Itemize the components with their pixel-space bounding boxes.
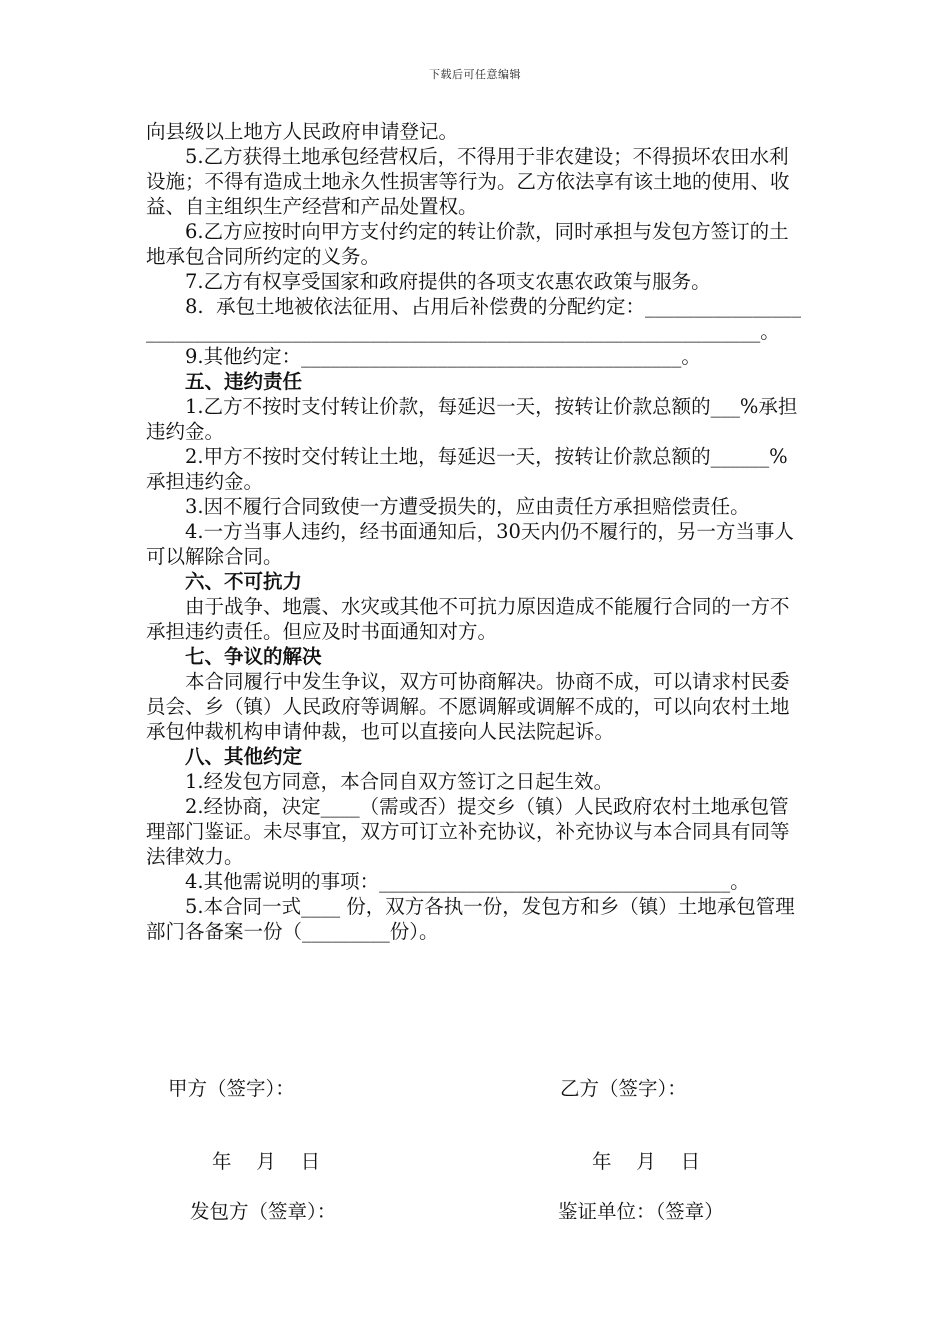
clause-7-1: 本合同履行中发生争议，双方可协商解决。协商不成，可以请求村民委员会、乡（镇）人民政府等调解。不愿调解或调解不成的，可以向农村土地承包仲裁机构申请仲裁，也可以直接向人民法院起诉。 <box>146 670 790 743</box>
clause-4-6: 6.乙方应按时向甲方支付约定的转让价款，同时承担与发包方签订的土地承包合同所约定的义务。 <box>146 220 789 268</box>
section-5-heading: 五、违约责任 <box>185 370 303 393</box>
clause-8-1: 1.经发包方同意，本合同自双方签订之日起生效。 <box>185 770 614 793</box>
contract-body <box>146 119 806 944</box>
certifier-seal: 鉴证单位：（签章） <box>558 1200 724 1223</box>
clause-8-5: 5.本合同一式____ 份，双方各执一份，发包方和乡（镇）土地承包管理部门各备案一份（_________份）。 <box>146 895 795 943</box>
clause-8-2: 2.经协商，决定____（需或否）提交乡（镇）人民政府农村土地承包管理部门鉴证。未尽事宜，双方可订立补充协议，补充协议与本合同具有同等法律效力。 <box>146 795 790 868</box>
clause-6-1: 由于战争、地震、水灾或其他不可抗力原因造成不能履行合同的一方不承担违约责任。但应及时书面通知对方。 <box>146 595 790 643</box>
party-b-date: 年 月 日 <box>592 1150 701 1173</box>
section-6-heading: 六、不可抗力 <box>185 570 303 593</box>
clause-5-3: 3.因不履行合同致使一方遭受损失的，应由责任方承担赔偿责任。 <box>185 495 750 518</box>
issuer-seal: 发包方（签章）： <box>190 1200 337 1223</box>
clause-4-8: 8. 承包土地被依法征用、占用后补偿费的分配约定：_______________________________________________________________________________。 <box>146 295 802 343</box>
clause-4-cont: 向县级以上地方人民政府申请登记。 <box>146 120 459 143</box>
clause-5-4: 4.一方当事人违约，经书面通知后，30天内仍不履行的，另一方当事人可以解除合同。 <box>146 520 794 568</box>
party-a-date: 年 月 日 <box>212 1150 321 1173</box>
page-header: 下载后可任意编辑 <box>429 68 521 81</box>
clause-5-1: 1.乙方不按时支付转让价款，每延迟一天，按转让价款总额的___%承担违约金。 <box>146 395 798 443</box>
party-b-signature: 乙方（签字）： <box>560 1077 687 1100</box>
clause-8-4: 4.其他需说明的事项：____________________________________。 <box>185 870 750 893</box>
clause-4-7: 7.乙方有权享受国家和政府提供的各项支农惠农政策与服务。 <box>185 270 711 293</box>
section-7-heading: 七、争议的解决 <box>185 645 322 668</box>
clause-5-2: 2.甲方不按时交付转让土地，每延迟一天，按转让价款总额的______%承担违约金。 <box>146 445 788 493</box>
clause-4-5: 5.乙方获得土地承包经营权后，不得用于非农建设；不得损坏农田水利设施；不得有造成土地永久性损害等行为。乙方依法享有该土地的使用、收益、自主组织生产经营和产品处置权。 <box>146 145 790 218</box>
party-a-signature: 甲方（签字）： <box>168 1077 295 1100</box>
section-8-heading: 八、其他约定 <box>185 745 303 768</box>
clause-4-9: 9.其他约定：_______________________________________。 <box>185 345 701 368</box>
